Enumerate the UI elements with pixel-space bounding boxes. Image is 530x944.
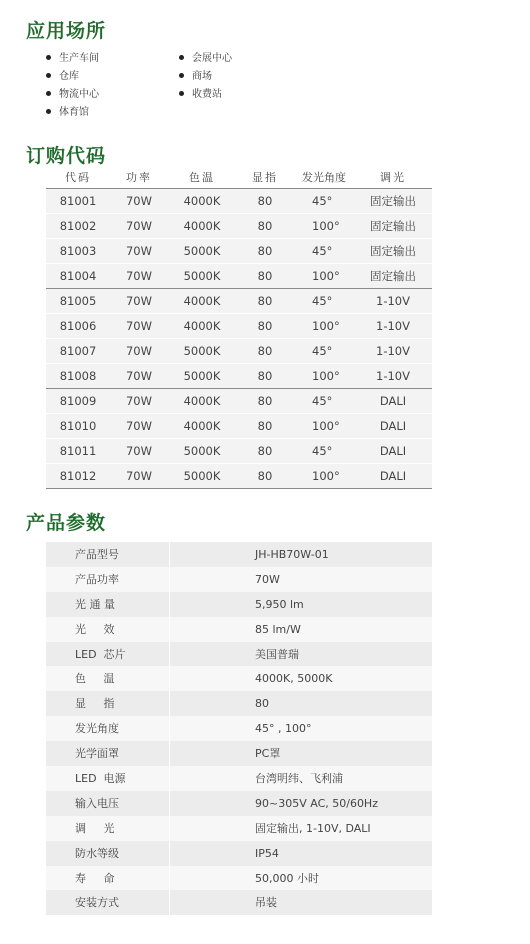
table-cell: 80 (257, 219, 273, 233)
params-table (46, 542, 432, 915)
table-cell: 81005 (59, 294, 97, 308)
table-cell: 80 (257, 319, 273, 333)
param-value: 50,000 小时 (170, 866, 432, 891)
table-cell: 70W (125, 219, 152, 233)
table-row (46, 866, 432, 891)
param-label: 产品型号 (46, 542, 170, 567)
param-value: 美国普瑞 (170, 642, 432, 667)
param-label: 光 通 量 (46, 592, 170, 617)
table-cell: 70W (125, 269, 152, 283)
table-cell: 70W (125, 319, 152, 333)
bullet-icon (179, 73, 184, 78)
bullet-icon (46, 91, 51, 96)
table-cell: 1-10V (376, 294, 410, 308)
column-header: 功率 (126, 171, 152, 184)
param-value: 5,950 lm (170, 592, 432, 617)
table-cell: 80 (257, 369, 273, 383)
param-value: 80 (170, 691, 432, 716)
table-cell: 4000K (183, 294, 221, 308)
table-row (46, 364, 432, 389)
table-cell: 70W (125, 244, 152, 258)
table-row (46, 766, 432, 791)
table-cell: 4000K (183, 219, 221, 233)
table-cell: DALI (379, 419, 407, 433)
order-code-table (46, 168, 432, 489)
table-cell: 81006 (59, 319, 97, 333)
table-cell: 1-10V (376, 319, 410, 333)
bullet-icon (179, 55, 184, 60)
table-cell: 81003 (59, 244, 97, 258)
table-cell: 80 (257, 269, 273, 283)
table-cell: 70W (125, 294, 152, 308)
applications-title: 应用场所 (26, 20, 107, 42)
bullet-icon (46, 55, 51, 60)
table-cell: 4000K (183, 319, 221, 333)
table-cell: 5000K (183, 244, 221, 258)
table-cell: 81001 (59, 194, 97, 208)
table-cell: 5000K (183, 469, 221, 483)
table-cell: DALI (379, 469, 407, 483)
table-cell: 100° (312, 369, 340, 383)
table-row (46, 214, 432, 239)
table-row (46, 617, 432, 642)
table-cell: 4000K (183, 194, 221, 208)
table-row (46, 339, 432, 364)
table-cell: 5000K (183, 369, 221, 383)
column-header: 发光角度 (302, 171, 346, 184)
table-cell: 45° (312, 444, 333, 458)
table-cell: 70W (125, 444, 152, 458)
table-cell: 81008 (59, 369, 97, 383)
param-label: 寿 命 (46, 866, 170, 891)
table-cell: 4000K (183, 394, 221, 408)
table-row (46, 239, 432, 264)
param-value: 45° , 100° (170, 716, 432, 741)
bullet-icon (46, 73, 51, 78)
param-label: 显 指 (46, 691, 170, 716)
table-cell: 70W (125, 419, 152, 433)
list-item: 收费站 (179, 88, 222, 102)
table-row (46, 264, 432, 289)
list-item: 体育馆 (46, 106, 89, 120)
table-cell: 70W (125, 344, 152, 358)
table-cell: 100° (312, 319, 340, 333)
column-header: 调光 (380, 171, 406, 184)
table-row (46, 414, 432, 439)
param-value: 4000K, 5000K (170, 666, 432, 691)
table-row (46, 592, 432, 617)
table-cell: 81007 (59, 344, 97, 358)
list-item: 商场 (179, 70, 212, 84)
param-label: LED 电源 (46, 766, 170, 791)
param-label: 发光角度 (46, 716, 170, 741)
column-header: 代码 (65, 171, 91, 184)
table-cell: 81011 (59, 444, 97, 458)
table-cell: 80 (257, 394, 273, 408)
table-row (46, 791, 432, 816)
table-cell: 70W (125, 469, 152, 483)
order-title: 订购代码 (26, 145, 107, 167)
bullet-icon (46, 109, 51, 114)
table-cell: 80 (257, 469, 273, 483)
table-cell: 80 (257, 294, 273, 308)
table-row (46, 439, 432, 464)
table-cell: 固定输出 (370, 244, 416, 258)
table-body (46, 189, 432, 489)
param-label: 安装方式 (46, 890, 170, 915)
list-item: 物流中心 (46, 88, 99, 102)
table-cell: 固定输出 (370, 219, 416, 233)
param-label: 防水等级 (46, 841, 170, 866)
table-cell: 4000K (183, 419, 221, 433)
table-cell: 45° (312, 394, 333, 408)
param-value: IP54 (170, 841, 432, 866)
param-value: 70W (170, 567, 432, 592)
param-value: 台湾明纬、飞利浦 (170, 766, 432, 791)
table-cell: 5000K (183, 269, 221, 283)
table-row (46, 816, 432, 841)
param-value: 固定输出, 1-10V, DALI (170, 816, 432, 841)
table-cell: 固定输出 (370, 269, 416, 283)
table-row (46, 642, 432, 667)
table-row (46, 691, 432, 716)
param-label: 光学面罩 (46, 741, 170, 766)
list-item: 仓库 (46, 70, 79, 84)
table-cell: 80 (257, 194, 273, 208)
table-header (46, 168, 432, 189)
column-header: 显指 (252, 171, 278, 184)
table-cell: 81002 (59, 219, 97, 233)
table-cell: 70W (125, 194, 152, 208)
table-row (46, 314, 432, 339)
table-cell: 100° (312, 469, 340, 483)
param-value: 85 lm/W (170, 617, 432, 642)
table-cell: 81012 (59, 469, 97, 483)
table-cell: 5000K (183, 444, 221, 458)
table-row (46, 389, 432, 414)
table-row (46, 890, 432, 915)
table-cell: 80 (257, 419, 273, 433)
table-row (46, 289, 432, 314)
param-value: PC罩 (170, 741, 432, 766)
table-cell: 5000K (183, 344, 221, 358)
table-cell: 1-10V (376, 344, 410, 358)
list-item: 会展中心 (179, 52, 232, 66)
param-label: 调 光 (46, 816, 170, 841)
column-header: 色温 (189, 171, 215, 184)
table-cell: 81010 (59, 419, 97, 433)
param-value: JH-HB70W-01 (170, 542, 432, 567)
table-cell: 100° (312, 269, 340, 283)
table-row (46, 567, 432, 592)
table-cell: 100° (312, 219, 340, 233)
table-cell: 70W (125, 369, 152, 383)
table-cell: 70W (125, 394, 152, 408)
param-value: 90~305V AC, 50/60Hz (170, 791, 432, 816)
table-cell: 80 (257, 444, 273, 458)
params-title: 产品参数 (26, 512, 107, 534)
table-cell: 固定输出 (370, 194, 416, 208)
table-cell: 45° (312, 294, 333, 308)
table-cell: DALI (379, 394, 407, 408)
table-row (46, 666, 432, 691)
table-cell: 80 (257, 244, 273, 258)
table-row (46, 189, 432, 214)
param-label: 产品功率 (46, 567, 170, 592)
table-cell: 100° (312, 419, 340, 433)
table-row (46, 716, 432, 741)
table-cell: 81004 (59, 269, 97, 283)
table-row (46, 841, 432, 866)
param-label: 光 效 (46, 617, 170, 642)
table-cell: 45° (312, 244, 333, 258)
table-cell: DALI (379, 444, 407, 458)
table-cell: 81009 (59, 394, 97, 408)
bullet-icon (179, 91, 184, 96)
table-row (46, 542, 432, 567)
table-row (46, 464, 432, 489)
param-label: 色 温 (46, 666, 170, 691)
table-cell: 1-10V (376, 369, 410, 383)
list-item: 生产车间 (46, 52, 99, 66)
param-label: 输入电压 (46, 791, 170, 816)
param-value: 吊装 (170, 890, 432, 915)
table-row (46, 741, 432, 766)
param-label: LED 芯片 (46, 642, 170, 667)
table-cell: 45° (312, 344, 333, 358)
table-cell: 45° (312, 194, 333, 208)
table-cell: 80 (257, 344, 273, 358)
